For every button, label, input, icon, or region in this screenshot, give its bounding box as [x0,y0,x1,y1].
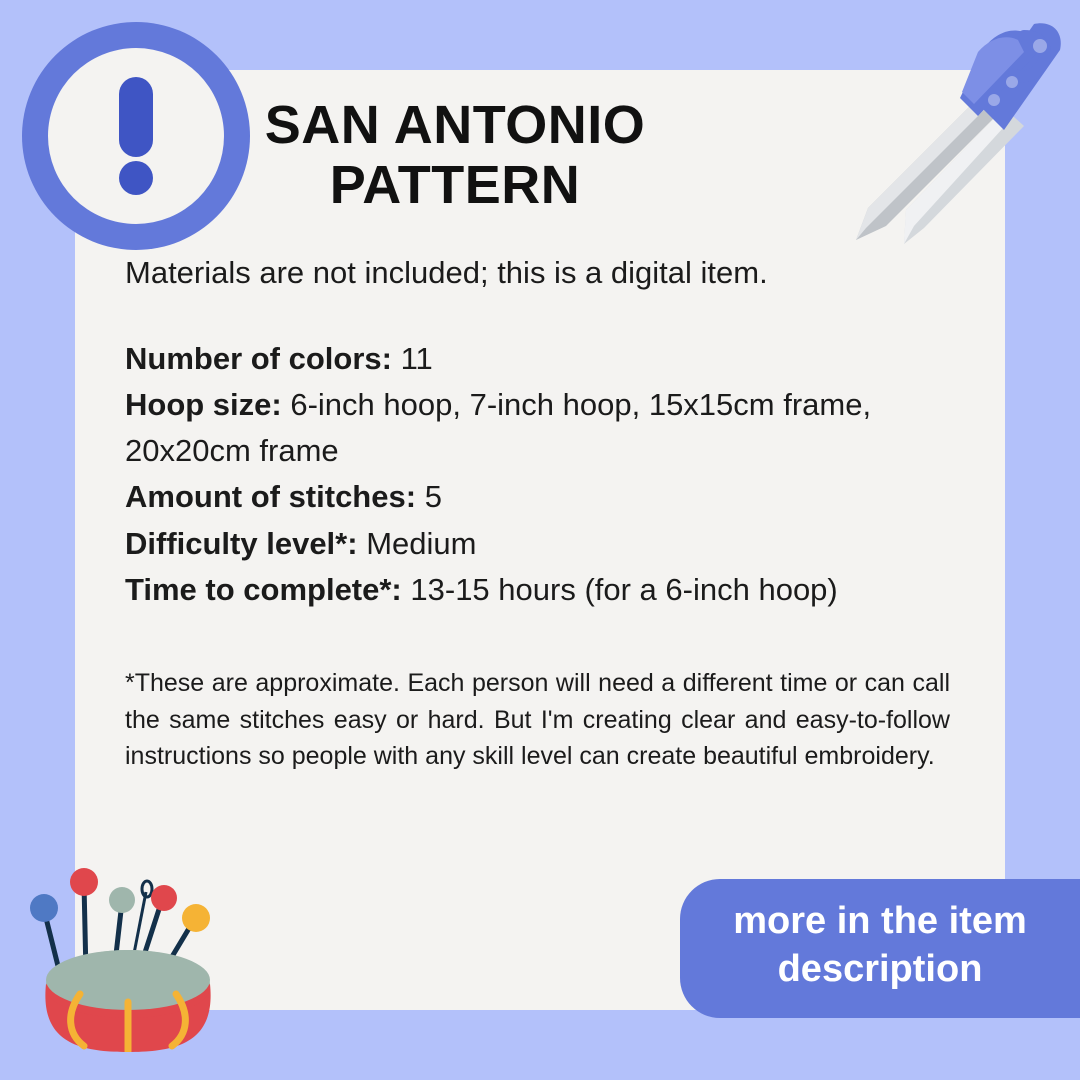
spec-label: Time to complete*: [125,571,402,607]
exclamation-badge [22,22,250,250]
exclamation-icon [119,77,153,195]
pincushion-with-pins-icon [18,862,248,1052]
spec-label: Hoop size: [125,386,282,422]
spec-value: 11 [400,340,433,376]
spec-value: 5 [424,479,442,515]
spec-label: Difficulty level*: [125,525,358,561]
thread-snips-icon [828,12,1068,252]
spec-label: Number of colors: [125,340,392,376]
spec-row [125,336,955,382]
spec-value: 6-inch hoop, 7-inch hoop, 15x15cm frame, 20x20cm frame [125,386,872,469]
spec-value: 13-15 hours (for a 6-inch hoop) [410,571,838,607]
spec-row [125,382,955,474]
intro-text: Materials are not included; this is a digital item. [125,254,768,290]
more-in-description-banner[interactable]: more in the item description [680,879,1080,1018]
spec-row [125,567,955,613]
page-title: SAN ANTONIO PATTERN [264,95,646,216]
exclamation-badge-inner [48,48,224,224]
spec-row [125,474,955,520]
exclamation-dot [119,161,153,195]
spec-value: Medium [366,525,477,561]
footnote-text: *These are approximate. Each person will need a different time or can call the same stitches easy or hard. But I'm creating clear and easy-to-follow instructions so people with any skill level can create beautiful embroidery. [125,668,950,771]
spec-list [125,336,955,613]
exclamation-bar [119,77,153,157]
spec-label: Amount of stitches: [125,479,417,515]
spec-row [125,521,955,567]
